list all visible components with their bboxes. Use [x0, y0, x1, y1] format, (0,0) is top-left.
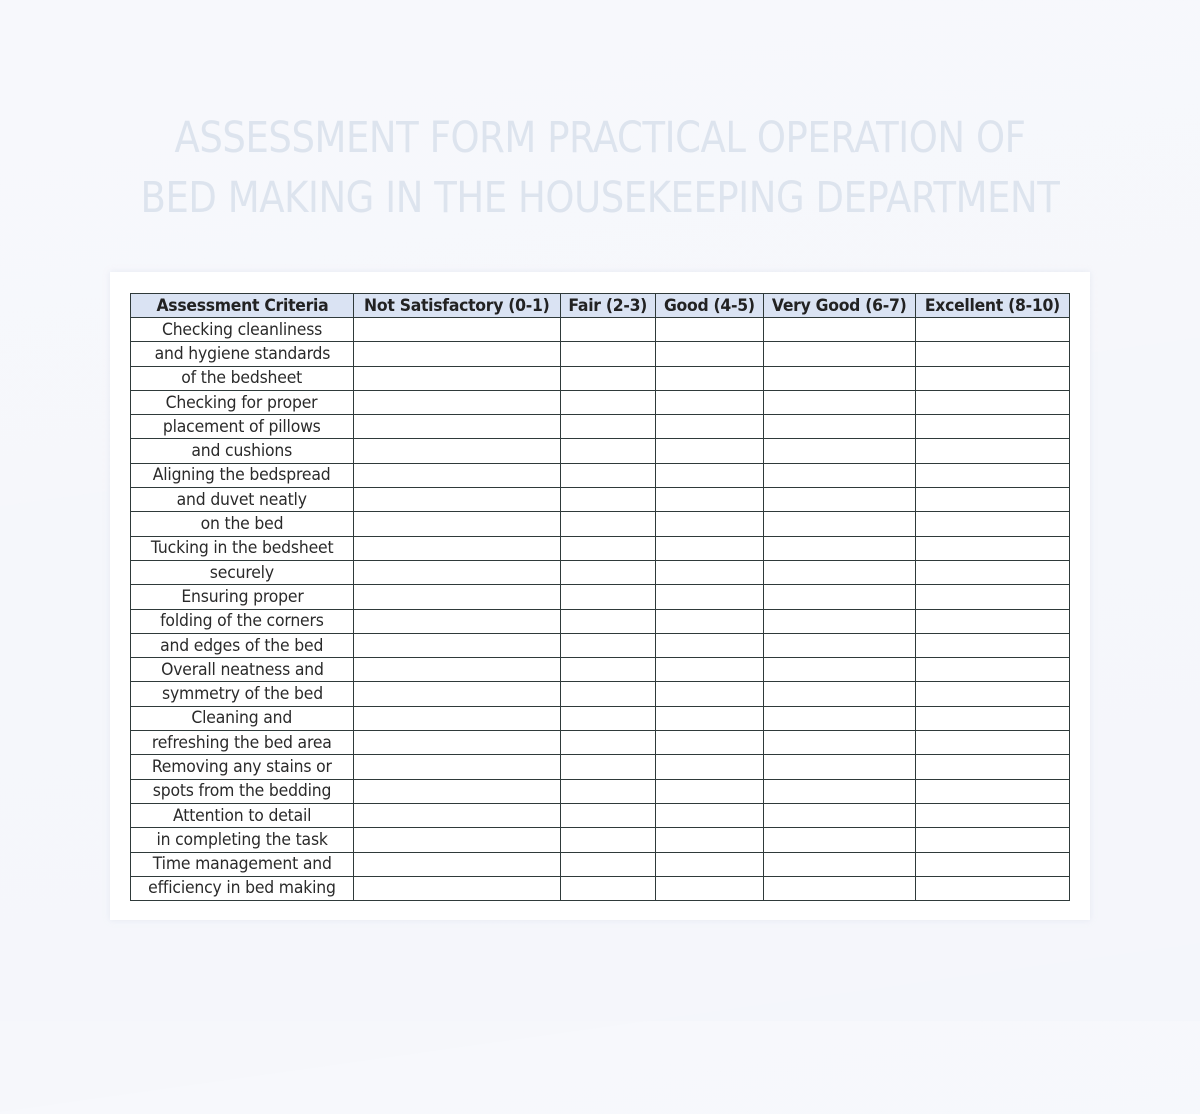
- score-cell-fair[interactable]: [561, 731, 656, 755]
- score-cell-very-good[interactable]: [764, 415, 916, 439]
- score-cell-not-satisfactory[interactable]: [354, 318, 561, 342]
- score-cell-very-good[interactable]: [764, 852, 916, 876]
- score-cell-fair[interactable]: [561, 755, 656, 779]
- score-cell-very-good[interactable]: [764, 366, 916, 390]
- criteria-cell: [131, 488, 354, 512]
- criteria-text: and cushions: [191, 441, 293, 462]
- title-line-1: ASSESSMENT FORM PRACTICAL OPERATION OF: [174, 113, 1026, 163]
- score-cell-fair[interactable]: [561, 609, 656, 633]
- criteria-cell: [131, 658, 354, 682]
- criteria-text: Attention to detail: [172, 805, 312, 826]
- criteria-cell: [131, 609, 354, 633]
- criteria-text: and duvet neatly: [176, 489, 308, 510]
- score-cell-excellent[interactable]: [916, 755, 1070, 779]
- header-very-good: [764, 294, 916, 318]
- score-cell-not-satisfactory[interactable]: [354, 390, 561, 414]
- score-cell-good[interactable]: [656, 512, 764, 536]
- form-card: [110, 272, 1090, 920]
- criteria-text: and edges of the bed: [160, 635, 324, 656]
- score-cell-very-good[interactable]: [764, 706, 916, 730]
- score-cell-fair[interactable]: [561, 633, 656, 657]
- score-cell-very-good[interactable]: [764, 779, 916, 803]
- criteria-text: Aligning the bedspread: [153, 465, 331, 486]
- score-cell-good[interactable]: [656, 731, 764, 755]
- score-cell-not-satisfactory[interactable]: [354, 633, 561, 657]
- criteria-text: and hygiene standards: [154, 343, 330, 364]
- score-cell-fair[interactable]: [561, 585, 656, 609]
- score-cell-fair[interactable]: [561, 536, 656, 560]
- score-cell-good[interactable]: [656, 609, 764, 633]
- criteria-cell: [131, 852, 354, 876]
- criteria-cell: [131, 876, 354, 900]
- score-cell-excellent[interactable]: [916, 779, 1070, 803]
- criteria-cell: [131, 560, 354, 584]
- criteria-cell: [131, 585, 354, 609]
- criteria-text: Ensuring proper: [180, 586, 304, 607]
- table-row: [131, 658, 1070, 682]
- criteria-text: placement of pillows: [163, 416, 321, 437]
- header-label: Assessment Criteria: [156, 295, 328, 316]
- score-cell-excellent[interactable]: [916, 706, 1070, 730]
- criteria-text: refreshing the bed area: [152, 732, 332, 753]
- criteria-text: of the bedsheet: [181, 368, 303, 389]
- score-cell-not-satisfactory[interactable]: [354, 731, 561, 755]
- table-row: [131, 828, 1070, 852]
- table-row: [131, 488, 1070, 512]
- score-cell-very-good[interactable]: [764, 512, 916, 536]
- table-row: [131, 682, 1070, 706]
- score-cell-excellent[interactable]: [916, 512, 1070, 536]
- criteria-cell: [131, 439, 354, 463]
- score-cell-very-good[interactable]: [764, 658, 916, 682]
- score-cell-fair[interactable]: [561, 342, 656, 366]
- score-cell-fair[interactable]: [561, 318, 656, 342]
- score-cell-excellent[interactable]: [916, 366, 1070, 390]
- score-cell-excellent[interactable]: [916, 488, 1070, 512]
- score-cell-very-good[interactable]: [764, 488, 916, 512]
- score-cell-good[interactable]: [656, 415, 764, 439]
- score-cell-good[interactable]: [656, 828, 764, 852]
- score-cell-good[interactable]: [656, 342, 764, 366]
- score-cell-good[interactable]: [656, 876, 764, 900]
- criteria-cell: [131, 318, 354, 342]
- score-cell-fair[interactable]: [561, 560, 656, 584]
- score-cell-fair[interactable]: [561, 876, 656, 900]
- header-row: [131, 294, 1070, 318]
- criteria-cell: [131, 342, 354, 366]
- score-cell-not-satisfactory[interactable]: [354, 415, 561, 439]
- header-excellent: [916, 294, 1070, 318]
- score-cell-very-good[interactable]: [764, 755, 916, 779]
- score-cell-good[interactable]: [656, 318, 764, 342]
- criteria-text: on the bed: [200, 514, 284, 535]
- score-cell-excellent[interactable]: [916, 585, 1070, 609]
- score-cell-very-good[interactable]: [764, 560, 916, 584]
- score-cell-excellent[interactable]: [916, 852, 1070, 876]
- score-cell-fair[interactable]: [561, 828, 656, 852]
- score-cell-not-satisfactory[interactable]: [354, 439, 561, 463]
- criteria-text: securely: [209, 562, 275, 583]
- criteria-cell: [131, 463, 354, 487]
- score-cell-good[interactable]: [656, 439, 764, 463]
- score-cell-fair[interactable]: [561, 852, 656, 876]
- score-cell-excellent[interactable]: [916, 828, 1070, 852]
- score-cell-not-satisfactory[interactable]: [354, 682, 561, 706]
- score-cell-good[interactable]: [656, 390, 764, 414]
- criteria-cell: [131, 633, 354, 657]
- criteria-text: Cleaning and: [191, 708, 293, 729]
- score-cell-good[interactable]: [656, 779, 764, 803]
- criteria-cell: [131, 706, 354, 730]
- score-cell-very-good[interactable]: [764, 585, 916, 609]
- criteria-text: Checking for proper: [166, 392, 318, 413]
- score-cell-fair[interactable]: [561, 512, 656, 536]
- criteria-cell: [131, 803, 354, 827]
- score-cell-excellent[interactable]: [916, 342, 1070, 366]
- score-cell-good[interactable]: [656, 488, 764, 512]
- assessment-table: [130, 293, 1070, 901]
- criteria-text: symmetry of the bed: [161, 684, 323, 705]
- score-cell-excellent[interactable]: [916, 536, 1070, 560]
- score-cell-fair[interactable]: [561, 706, 656, 730]
- score-cell-very-good[interactable]: [764, 876, 916, 900]
- score-cell-excellent[interactable]: [916, 390, 1070, 414]
- score-cell-not-satisfactory[interactable]: [354, 560, 561, 584]
- score-cell-very-good[interactable]: [764, 633, 916, 657]
- score-cell-not-satisfactory[interactable]: [354, 342, 561, 366]
- score-cell-excellent[interactable]: [916, 803, 1070, 827]
- score-cell-fair[interactable]: [561, 682, 656, 706]
- score-cell-very-good[interactable]: [764, 803, 916, 827]
- header-label: Not Satisfactory (0-1): [364, 295, 550, 316]
- criteria-text: folding of the corners: [160, 611, 324, 632]
- score-cell-fair[interactable]: [561, 439, 656, 463]
- score-cell-good[interactable]: [656, 682, 764, 706]
- score-cell-excellent[interactable]: [916, 876, 1070, 900]
- table-row: [131, 706, 1070, 730]
- header-label: Excellent (8-10): [924, 295, 1061, 316]
- score-cell-very-good[interactable]: [764, 390, 916, 414]
- score-cell-not-satisfactory[interactable]: [354, 852, 561, 876]
- score-cell-not-satisfactory[interactable]: [354, 755, 561, 779]
- score-cell-not-satisfactory[interactable]: [354, 658, 561, 682]
- table-row: [131, 852, 1070, 876]
- criteria-cell: [131, 536, 354, 560]
- score-cell-good[interactable]: [656, 852, 764, 876]
- criteria-cell: [131, 682, 354, 706]
- score-cell-fair[interactable]: [561, 658, 656, 682]
- score-cell-not-satisfactory[interactable]: [354, 609, 561, 633]
- score-cell-not-satisfactory[interactable]: [354, 463, 561, 487]
- criteria-cell: [131, 390, 354, 414]
- criteria-cell: [131, 731, 354, 755]
- criteria-text: efficiency in bed making: [148, 878, 336, 899]
- table-row: [131, 633, 1070, 657]
- table-row: [131, 755, 1070, 779]
- score-cell-excellent[interactable]: [916, 560, 1070, 584]
- score-cell-excellent[interactable]: [916, 682, 1070, 706]
- score-cell-good[interactable]: [656, 463, 764, 487]
- score-cell-excellent[interactable]: [916, 439, 1070, 463]
- criteria-cell: [131, 415, 354, 439]
- header-label: Very Good (6-7): [772, 295, 907, 316]
- score-cell-very-good[interactable]: [764, 536, 916, 560]
- score-cell-very-good[interactable]: [764, 682, 916, 706]
- score-cell-excellent[interactable]: [916, 609, 1070, 633]
- table-row: [131, 609, 1070, 633]
- score-cell-very-good[interactable]: [764, 609, 916, 633]
- score-cell-excellent[interactable]: [916, 731, 1070, 755]
- score-cell-very-good[interactable]: [764, 318, 916, 342]
- table-row: [131, 536, 1070, 560]
- criteria-text: Checking cleanliness: [161, 319, 323, 340]
- table-row: [131, 585, 1070, 609]
- score-cell-not-satisfactory[interactable]: [354, 828, 561, 852]
- table-row: [131, 390, 1070, 414]
- table-row: [131, 779, 1070, 803]
- table-row: [131, 560, 1070, 584]
- score-cell-good[interactable]: [656, 366, 764, 390]
- score-cell-good[interactable]: [656, 633, 764, 657]
- score-cell-very-good[interactable]: [764, 731, 916, 755]
- score-cell-good[interactable]: [656, 536, 764, 560]
- table-row: [131, 803, 1070, 827]
- page-title: [84, 108, 1116, 228]
- header-label: Good (4-5): [664, 295, 755, 316]
- score-cell-very-good[interactable]: [764, 439, 916, 463]
- score-cell-not-satisfactory[interactable]: [354, 512, 561, 536]
- criteria-cell: [131, 755, 354, 779]
- header-not-satisfactory: [354, 294, 561, 318]
- score-cell-fair[interactable]: [561, 390, 656, 414]
- score-cell-excellent[interactable]: [916, 633, 1070, 657]
- score-cell-not-satisfactory[interactable]: [354, 803, 561, 827]
- score-cell-not-satisfactory[interactable]: [354, 536, 561, 560]
- score-cell-not-satisfactory[interactable]: [354, 876, 561, 900]
- score-cell-good[interactable]: [656, 706, 764, 730]
- score-cell-good[interactable]: [656, 585, 764, 609]
- criteria-cell: [131, 828, 354, 852]
- table-row: [131, 512, 1070, 536]
- score-cell-not-satisfactory[interactable]: [354, 706, 561, 730]
- criteria-text: in completing the task: [156, 829, 328, 850]
- score-cell-very-good[interactable]: [764, 342, 916, 366]
- table-row: [131, 463, 1070, 487]
- score-cell-fair[interactable]: [561, 463, 656, 487]
- criteria-cell: [131, 779, 354, 803]
- criteria-text: Tucking in the bedsheet: [150, 538, 334, 559]
- criteria-cell: [131, 512, 354, 536]
- header-label: Fair (2-3): [568, 295, 648, 316]
- score-cell-very-good[interactable]: [764, 463, 916, 487]
- score-cell-not-satisfactory[interactable]: [354, 366, 561, 390]
- table-row: [131, 318, 1070, 342]
- score-cell-excellent[interactable]: [916, 658, 1070, 682]
- score-cell-good[interactable]: [656, 560, 764, 584]
- score-cell-not-satisfactory[interactable]: [354, 488, 561, 512]
- score-cell-not-satisfactory[interactable]: [354, 585, 561, 609]
- criteria-text: Removing any stains or: [152, 756, 332, 777]
- table-row: [131, 439, 1070, 463]
- table-row: [131, 876, 1070, 900]
- criteria-text: Time management and: [152, 854, 332, 875]
- score-cell-fair[interactable]: [561, 779, 656, 803]
- score-cell-good[interactable]: [656, 803, 764, 827]
- table-row: [131, 342, 1070, 366]
- criteria-text: spots from the bedding: [152, 781, 332, 802]
- header-good: [656, 294, 764, 318]
- score-cell-excellent[interactable]: [916, 318, 1070, 342]
- score-cell-excellent[interactable]: [916, 463, 1070, 487]
- title-line-2: BED MAKING IN THE HOUSEKEEPING DEPARTMENT: [140, 173, 1060, 223]
- table-row: [131, 731, 1070, 755]
- score-cell-excellent[interactable]: [916, 415, 1070, 439]
- header-assessment-criteria: [131, 294, 354, 318]
- header-fair: [561, 294, 656, 318]
- table-row: [131, 366, 1070, 390]
- score-cell-not-satisfactory[interactable]: [354, 779, 561, 803]
- score-cell-fair[interactable]: [561, 488, 656, 512]
- score-cell-good[interactable]: [656, 658, 764, 682]
- score-cell-fair[interactable]: [561, 415, 656, 439]
- criteria-cell: [131, 366, 354, 390]
- criteria-text: Overall neatness and: [160, 659, 324, 680]
- score-cell-fair[interactable]: [561, 366, 656, 390]
- score-cell-very-good[interactable]: [764, 828, 916, 852]
- table-row: [131, 415, 1070, 439]
- score-cell-fair[interactable]: [561, 803, 656, 827]
- score-cell-good[interactable]: [656, 755, 764, 779]
